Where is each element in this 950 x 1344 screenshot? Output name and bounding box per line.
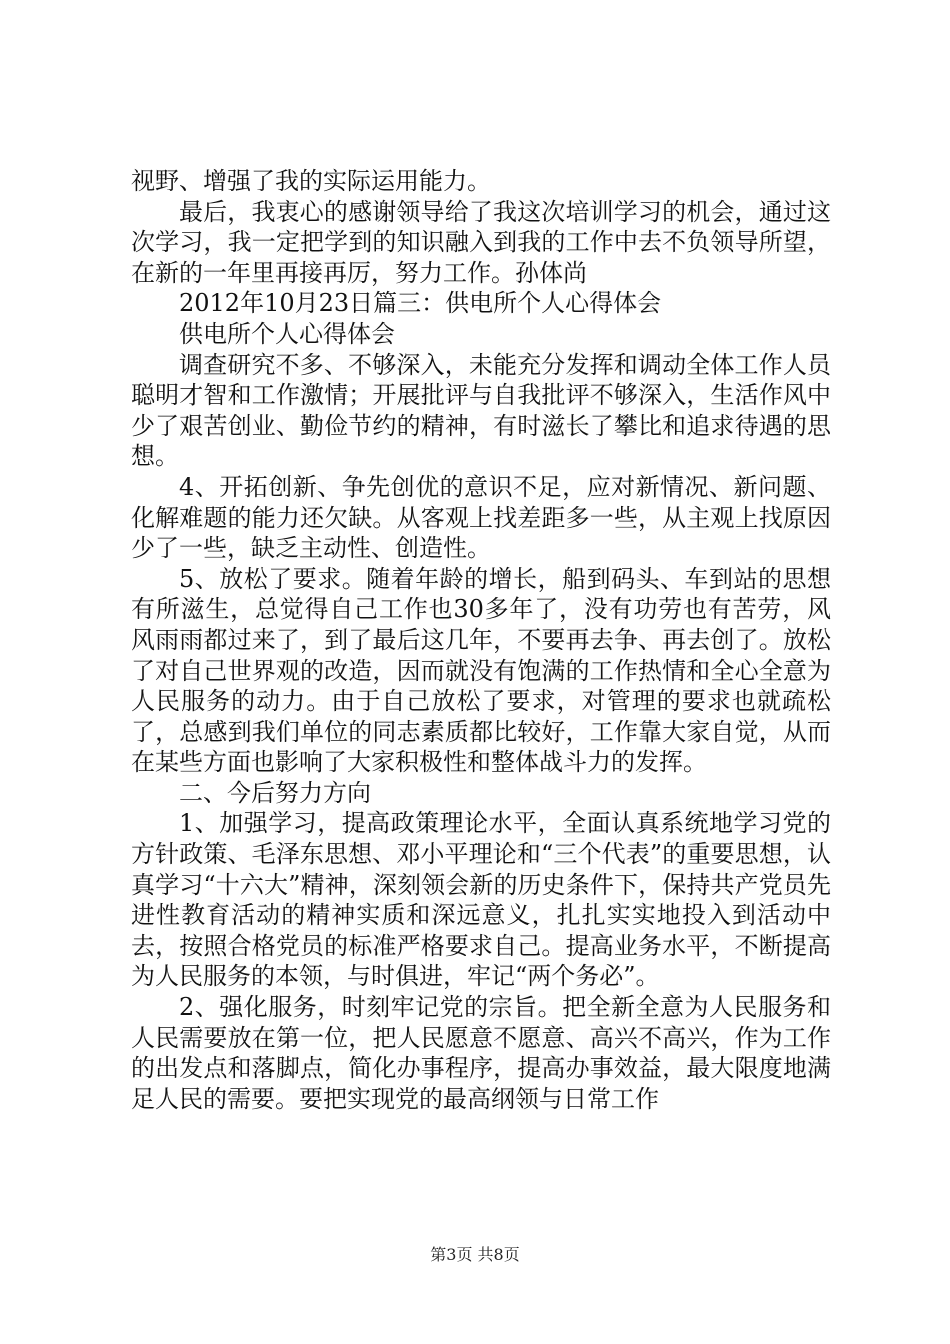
section-heading: 二、今后努力方向 bbox=[179, 778, 371, 807]
paragraph: 最后，我衷心的感谢领导给了我这次培训学习的机会，通过这次学习，我一定把学到的知识融入到我的工作中去不负领导所望，在新的一年里再接再厉，努力工作。孙体尚 bbox=[131, 197, 831, 287]
paragraph: 视野、增强了我的实际运用能力。 bbox=[131, 167, 491, 195]
paragraph: 1、加强学习，提高政策理论水平，全面认真系统地学习党的方针政策、毛泽东思想、邓小平理论和“三个代表”的重要思想，认真学习“十六大”精神，深刻领会新的历史条件下，保持共产党员先进性教育活动的精神实质和深远意义，扎扎实实地投入到活动中去，按照合格党员的标准严格要求自己。提高业务水平，不断提高为人民服务的本领，与时俱进，牢记“两个务必”。 bbox=[131, 809, 831, 991]
paragraph: 4、开拓创新、争先创优的意识不足，应对新情况、新问题、化解难题的能力还欠缺。从客观上找差距多一些，从主观上找原因少了一些，缺乏主动性、创造性。 bbox=[131, 472, 831, 563]
paragraph: 供电所个人心得体会 bbox=[179, 319, 395, 348]
paragraph: 5、放松了要求。随着年龄的增长，船到码头、车到站的思想有所滋生，总觉得自己工作也30多年了，没有功劳也有苦劳，风风雨雨都过来了，到了最后这几年，不要再去争、再去创了。放松了对自己世界观的改造，因而就没有饱满的工作热情和全心全意为人民服务的动力。由于自己放松了要求，对管理的要求也就疏松了，总感到我们单位的同志素质都比较好，工作靠大家自觉，从而在某些方面也影响了大家积极性和整体战斗力的发挥。 bbox=[131, 564, 831, 777]
document-body bbox=[131, 166, 831, 1114]
paragraph: 调查研究不多、不够深入，未能充分发挥和调动全体工作人员聪明才智和工作激情；开展批评与自我批评不够深入，生活作风中少了艰苦创业、勤俭节约的精神，有时滋长了攀比和追求待遇的思想。 bbox=[131, 350, 831, 471]
paragraph: 2、强化服务，时刻牢记党的宗旨。把全新全意为人民服务和人民需要放在第一位，把人民愿意不愿意、高兴不高兴，作为工作的出发点和落脚点，简化办事程序，提高办事效益，最大限度地满足人民的需要。要把实现党的最高纲领与日常工作 bbox=[131, 993, 831, 1113]
paragraph: 2012年10月23日篇三：供电所个人心得体会 bbox=[179, 289, 662, 318]
page-number-footer: 第3页 共8页 bbox=[430, 1245, 520, 1264]
